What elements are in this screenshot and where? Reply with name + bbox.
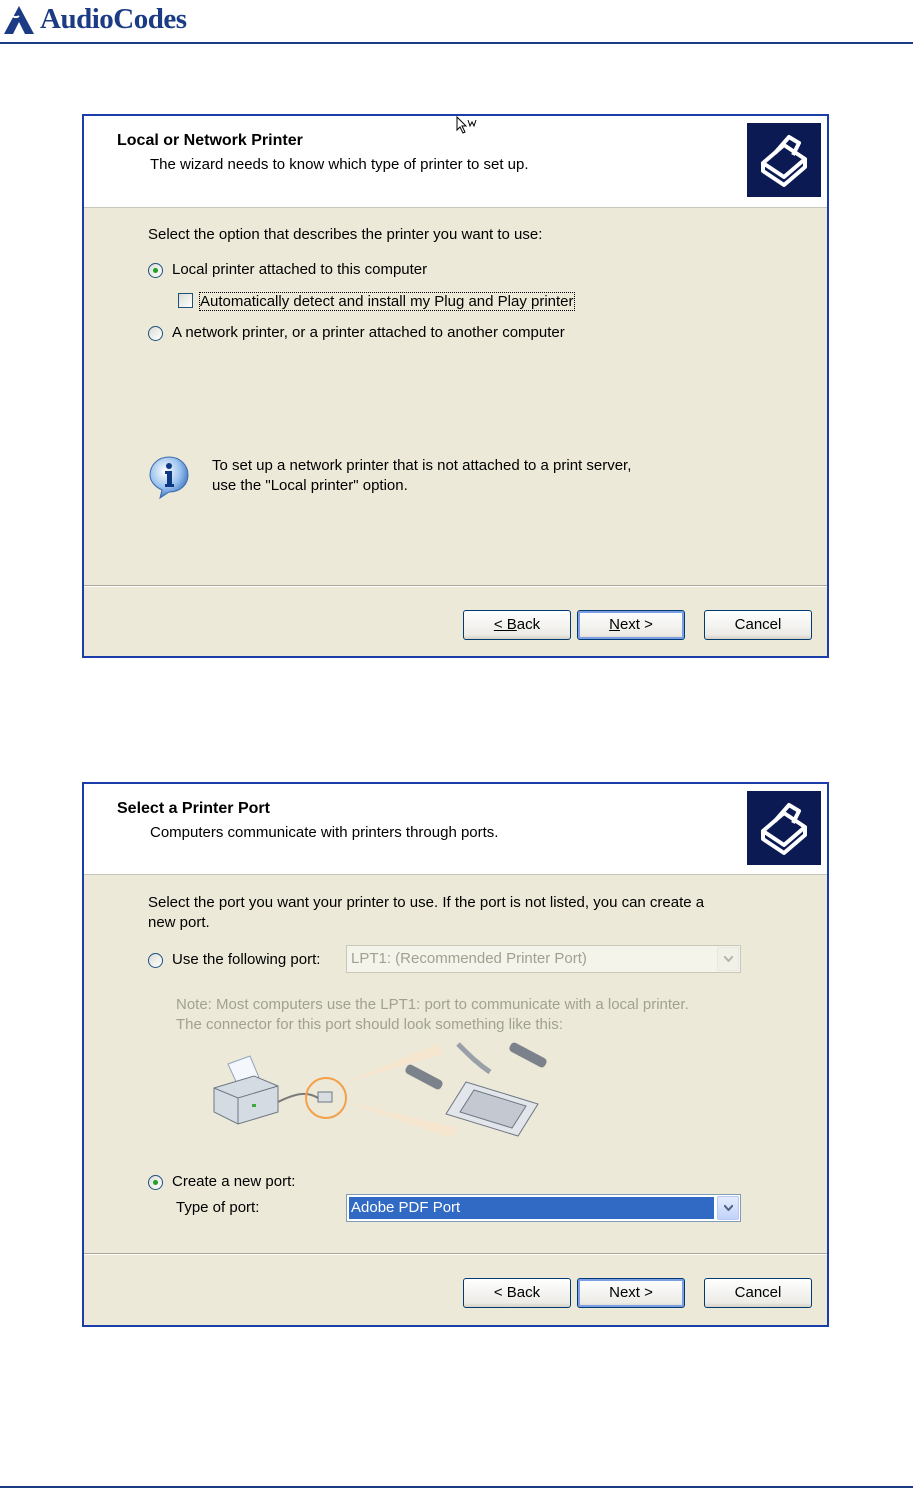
use-existing-port-label[interactable]: Use the following port: [172,951,321,968]
cancel-button[interactable]: Cancel [704,1278,812,1308]
local-printer-radio[interactable] [148,263,163,278]
chevron-down-icon [717,947,739,971]
port-note-line1: Note: Most computers use the LPT1: port to communicate with a local printer. [176,996,689,1013]
auto-detect-checkbox[interactable] [178,293,193,308]
port-prompt-line2: new port. [148,914,210,931]
audiocodes-logo-icon [2,2,36,36]
chevron-down-icon [717,1196,739,1220]
port-type-label: Type of port: [176,1199,260,1216]
info-text-line2: use the "Local printer" option. [212,477,408,494]
local-printer-label[interactable]: Local printer attached to this computer [172,261,428,278]
next-button[interactable]: Next > [577,1278,685,1308]
existing-port-value: LPT1: (Recommended Printer Port) [351,950,587,967]
network-printer-label[interactable]: A network printer, or a printer attached to another computer [172,324,565,341]
cancel-button[interactable]: Cancel [704,610,812,640]
printer-wizard-icon [747,123,821,197]
port-type-value: Adobe PDF Port [349,1197,714,1219]
information-icon [146,454,192,500]
back-button[interactable]: < Back [463,1278,571,1308]
info-text-line1: To set up a network printer that is not attached to a print server, [212,457,632,474]
button-separator [84,585,827,587]
mouse-cursor-icon [456,116,478,136]
header-rule [0,42,913,44]
audiocodes-logo [2,2,187,36]
use-existing-port-radio[interactable] [148,953,163,968]
wizard-title: Select a Printer Port [117,800,270,817]
brand-name: AudioCodes [40,3,187,35]
printer-type-prompt: Select the option that describes the printer you want to use: [148,226,543,243]
network-printer-radio[interactable] [148,326,163,341]
printer-wizard-icon [747,791,821,865]
wizard-subtitle: The wizard needs to know which type of printer to set up. [150,156,529,173]
port-type-select[interactable] [346,1194,741,1222]
printer-connector-illustration [208,1042,588,1152]
wizard-subtitle: Computers communicate with printers through ports. [150,824,499,841]
wizard-header [84,784,827,875]
local-or-network-printer-dialog [82,114,829,658]
next-button[interactable]: Next > [577,610,685,640]
existing-port-select[interactable] [346,945,741,973]
page-header [0,0,913,46]
select-printer-port-dialog [82,782,829,1327]
footer-rule [0,1486,913,1488]
create-new-port-label[interactable]: Create a new port: [172,1173,296,1190]
wizard-title: Local or Network Printer [117,132,303,149]
button-separator [84,1253,827,1255]
auto-detect-label[interactable]: Automatically detect and install my Plug and Play printer [200,293,574,310]
port-prompt-line1: Select the port you want your printer to use. If the port is not listed, you can create a [148,894,705,911]
port-note-line2: The connector for this port should look something like this: [176,1016,563,1033]
create-new-port-radio[interactable] [148,1175,163,1190]
back-button[interactable]: < Back [463,610,571,640]
